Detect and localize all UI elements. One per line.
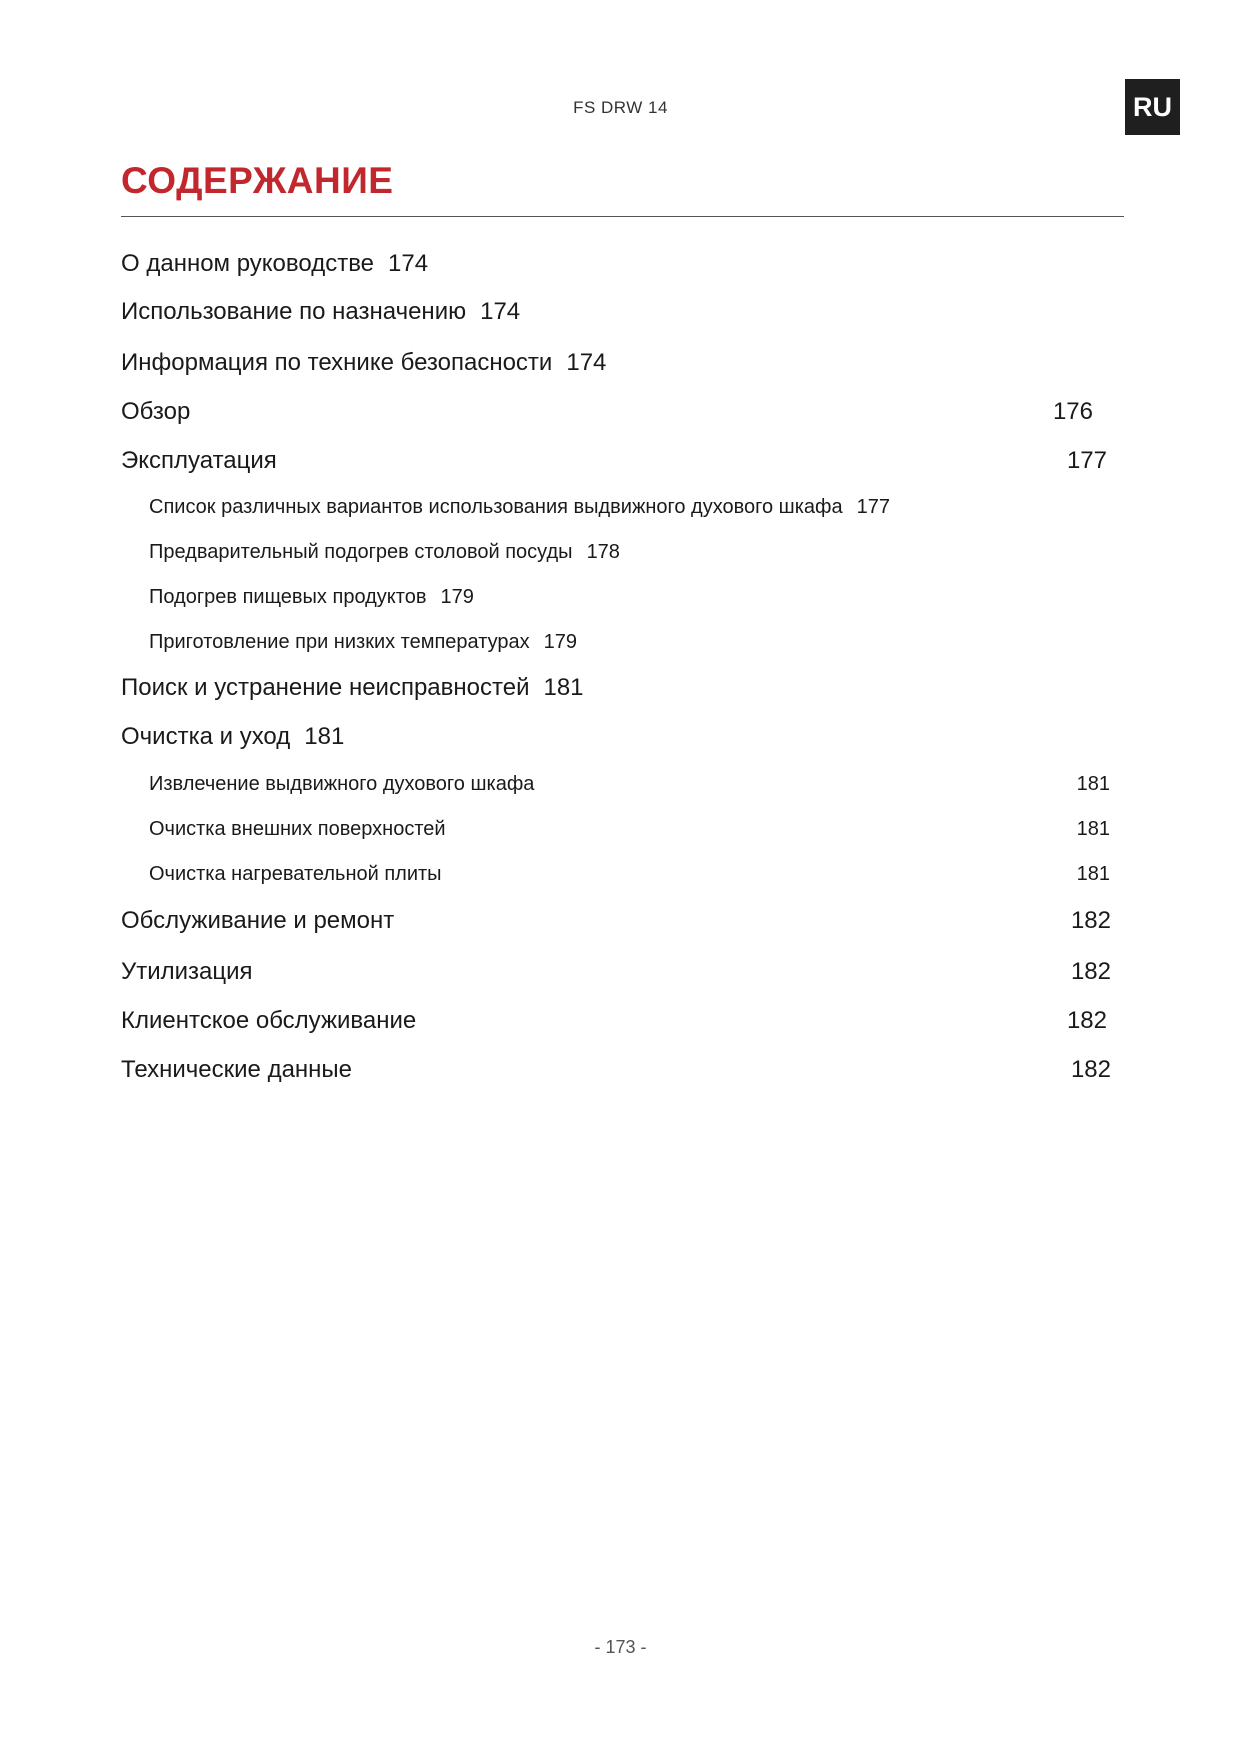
language-badge: RU — [1125, 79, 1180, 135]
toc-entry-page: 174 — [566, 349, 607, 376]
toc-entry[interactable] — [121, 447, 277, 475]
toc-entry-page: 182 — [1070, 958, 1111, 985]
toc-entry-page: 177 — [1066, 447, 1107, 474]
toc-entry-page: 182 — [1066, 1007, 1107, 1034]
toc-entry[interactable] — [121, 674, 584, 702]
toc-entry-page: 182 — [1070, 1056, 1111, 1083]
toc-entry[interactable] — [121, 907, 394, 935]
toc-entry-page: 174 — [480, 298, 521, 325]
toc-subentry[interactable] — [149, 631, 577, 654]
toc-entry-page: 181 — [1076, 818, 1110, 840]
toc-entry-label: Использование по назначению — [121, 298, 467, 325]
toc-entry[interactable] — [121, 298, 520, 326]
toc-entry[interactable] — [121, 349, 606, 377]
toc-entry-page: 181 — [1076, 863, 1110, 885]
toc-entry-page: 182 — [1070, 907, 1111, 934]
toc-entry-page: 181 — [543, 674, 584, 701]
toc-entry-label: Очистка и уход — [121, 723, 291, 750]
toc-entry-label: Подогрев пищевых продуктов — [149, 586, 427, 608]
toc-entry-label: Приготовление при низких температурах — [149, 631, 530, 653]
toc-entry[interactable] — [121, 1056, 352, 1084]
toc-entry-page: 179 — [543, 631, 578, 653]
toc-entry-page: 178 — [586, 541, 620, 563]
toc-entry-label: Поиск и устранение неисправностей — [121, 674, 530, 701]
toc-entry-page: 177 — [856, 496, 890, 518]
toc-entry-page: 174 — [388, 250, 429, 277]
toc-subentry[interactable] — [149, 773, 534, 796]
toc-entry[interactable] — [121, 1007, 416, 1035]
toc-subentry[interactable] — [149, 496, 890, 519]
toc-entry-label: Обзор — [121, 398, 191, 425]
toc-entry-label: Извлечение выдвижного духового шкафа — [149, 773, 535, 795]
toc-entry-label: Технические данные — [121, 1056, 353, 1083]
toc-entry-label: Очистка внешних поверхностей — [149, 818, 446, 840]
toc-subentry[interactable] — [149, 863, 442, 886]
toc-entry-label: Информация по технике безопасности — [121, 349, 553, 376]
toc-entry-label: Предварительный подогрев столовой посуды — [149, 541, 573, 563]
toc-subentry[interactable] — [149, 541, 620, 564]
toc-entry-label: Клиентское обслуживание — [121, 1007, 417, 1034]
toc-entry[interactable] — [121, 398, 190, 426]
page-title: СОДЕРЖАНИЕ — [121, 160, 394, 201]
page-number-footer: - 173 - — [594, 1637, 647, 1657]
toc-entry-label: Список различных вариантов использования выдвижного духового шкафа — [149, 496, 843, 518]
toc-entry[interactable] — [121, 958, 253, 986]
toc-entry-page: 181 — [1076, 773, 1110, 795]
toc-entry-page: 179 — [440, 586, 474, 608]
toc-entry-label: О данном руководстве — [121, 250, 375, 277]
toc-entry[interactable] — [121, 250, 428, 278]
toc-entry[interactable] — [121, 723, 344, 751]
toc-subentry[interactable] — [149, 586, 474, 609]
toc-entry-page: 176 — [1052, 398, 1093, 425]
toc-entry-label: Обслуживание и ремонт — [121, 907, 395, 934]
toc-entry-page: 181 — [304, 723, 345, 750]
title-divider — [121, 216, 1124, 217]
toc-subentry[interactable] — [149, 818, 446, 841]
toc-entry-label: Очистка нагревательной плиты — [149, 863, 442, 885]
toc-entry-label: Эксплуатация — [121, 447, 277, 474]
toc-entry-label: Утилизация — [121, 958, 253, 985]
model-header: FS DRW 14 — [573, 98, 668, 117]
